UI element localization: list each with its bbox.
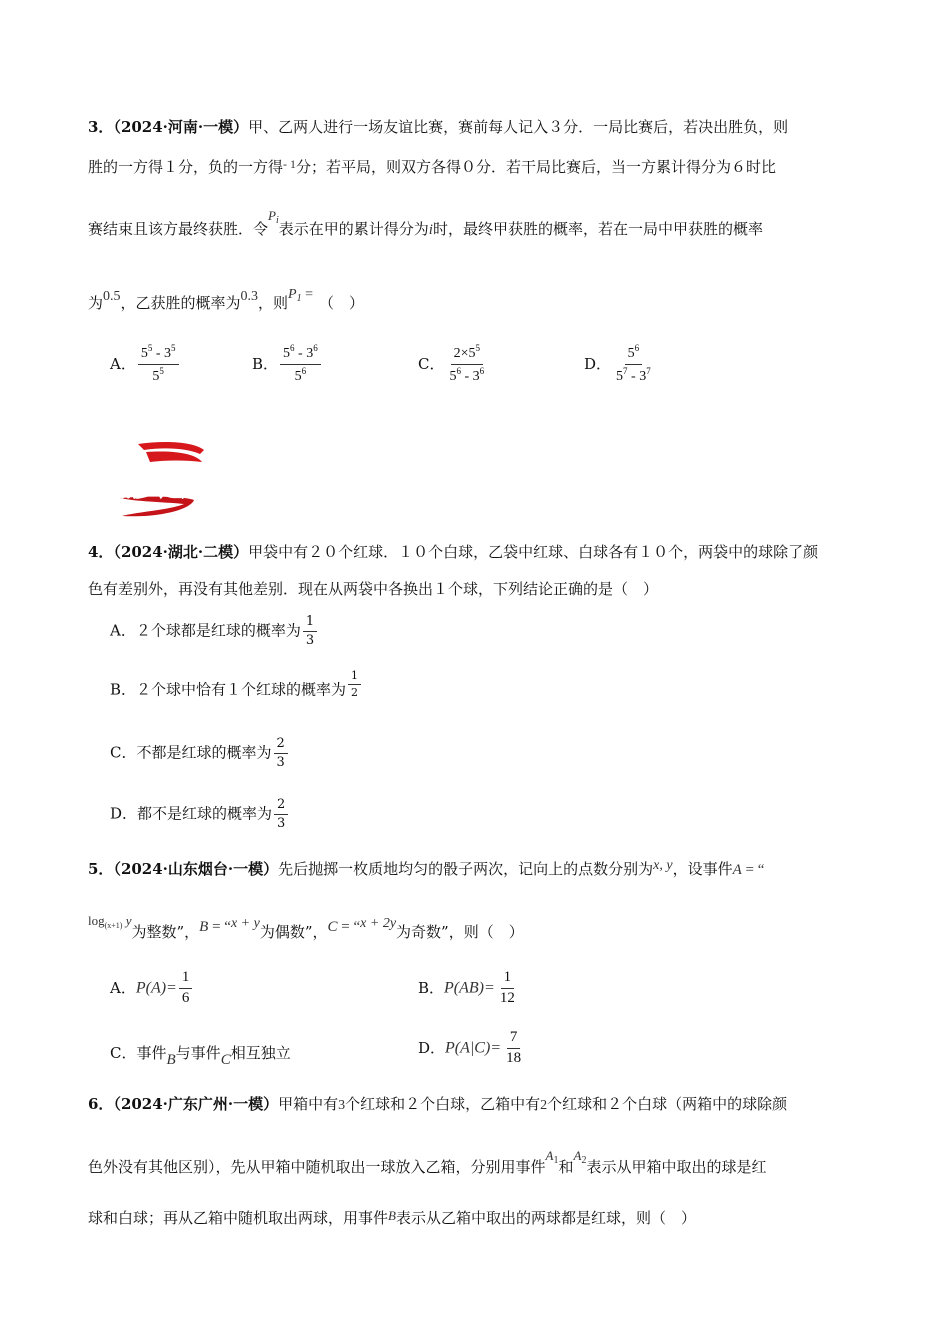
q3-line-4 <box>88 287 365 314</box>
q3-p03: 0.3 <box>240 289 259 304</box>
q3-number: 3． <box>88 118 114 136</box>
q6-three: 3 <box>338 1098 346 1113</box>
q6-source: （2024·广东广州·一模） <box>113 1095 279 1113</box>
q6-number: 6． <box>88 1095 114 1113</box>
q5-x-plus-2y: x + 2y <box>360 916 397 931</box>
q5-text-2b: 为偶数”， <box>259 923 328 941</box>
q3-i: i <box>428 222 433 238</box>
q5-option-c[interactable]: C．事件B与事件C相互独立 <box>110 1044 291 1068</box>
q5-option-b[interactable]: B．P(AB)= $\frac{1}{12}$ <box>418 970 520 1007</box>
q5-xy: x, y <box>653 858 673 873</box>
q4-option-a[interactable]: A．２个球都是红球的概率为 $\frac{1}{3}$ <box>110 615 319 647</box>
q3-text-3c: 时，最终甲获胜的概率，若在一局中甲获胜的概率 <box>432 220 763 238</box>
q4-text-2: 色有差别外，再没有其他差别．现在从两袋中各换出１个球，下列结论正确的是（ ） <box>88 580 659 598</box>
q4-option-c[interactable]: C．不都是红球的概率为 $\frac{2}{3}$ <box>110 737 290 769</box>
q5-option-b-frac: $\frac{1}{12}$ <box>499 969 515 1006</box>
q5-source: （2024·山东烟台·一模） <box>113 860 279 878</box>
q3-text-3b: 表示在甲的累计得分为 <box>278 220 429 238</box>
q5-option-a[interactable]: A．P(A)= $\frac{1}{6}$ <box>110 970 194 1007</box>
q6-line-1 <box>88 1097 787 1113</box>
q3-option-b-frac: $\frac{5^6 - 3^6}{5^6}$ <box>280 344 321 384</box>
q3-text-2b: 分；若平局，则双方各得０分．若干局比赛后，当一方累计得分为６时比 <box>296 158 777 176</box>
q6-text-1b: 个红球和２个白球，乙箱中有 <box>345 1095 541 1113</box>
q5-x-plus-y: x + y <box>230 916 260 931</box>
q3-pi: $P_i$ <box>268 208 279 226</box>
q6-two: 2 <box>540 1098 548 1113</box>
q4-source: （2024·湖北·二模） <box>113 543 249 561</box>
q5-option-d[interactable]: D．P(A|C)= $\frac{7}{18}$ <box>418 1030 526 1067</box>
q6-a2: $A_2$ <box>573 1148 587 1166</box>
q6-text-1c: 个红球和２个白球（两箱中的球除颜 <box>547 1095 788 1113</box>
q5-line-1: 5．（2024·山东烟台·一模）先后抛掷一枚质地均匀的骰子两次，记向上的点数分别为x, y，设事件A = “ <box>88 858 765 878</box>
q5-option-d-frac: $\frac{7}{18}$ <box>506 1029 522 1066</box>
q3-text-4a: 为 <box>88 294 104 312</box>
q3-line-2 <box>88 158 776 175</box>
q5-log: $\log_{(x+1)} y$ <box>88 913 132 930</box>
q3-option-d[interactable]: D． $\frac{5^6}{5^7 - 3^7}$ <box>584 344 656 384</box>
q3-option-c[interactable]: C． $\frac{2\times 5^5}{5^6 - 3^6}$ <box>418 344 489 384</box>
q4-number: 4． <box>88 543 114 561</box>
q4-option-c-frac: $\frac{2}{3}$ <box>274 737 288 769</box>
q4-option-a-frac: $\frac{1}{3}$ <box>303 615 317 647</box>
q5-text-1b: ，设事件 <box>672 860 733 878</box>
banner-text: 热点多选题 <box>90 474 205 502</box>
q3-blank: （ ） <box>319 294 365 312</box>
q3-text-4c: ，则 <box>258 294 289 312</box>
q4-line-2 <box>88 582 658 597</box>
q5-event-c: C <box>327 919 338 935</box>
q5-option-c-b: B <box>166 1052 176 1068</box>
q5-text-1a: 先后抛掷一枚质地均匀的骰子两次，记向上的点数分别为 <box>278 860 654 878</box>
q6-line-3 <box>88 1208 696 1227</box>
q6-and: 和 <box>558 1158 574 1176</box>
q3-option-c-frac: $\frac{2\times 5^5}{5^6 - 3^6}$ <box>449 343 485 384</box>
q3-neg-one: - 1 <box>283 157 297 171</box>
q6-text-3a: 球和白球；再从乙箱中随机取出两球，用事件 <box>88 1209 389 1227</box>
q3-line-3 <box>88 208 763 240</box>
q4-option-d[interactable]: D．都不是红球的概率为 $\frac{2}{3}$ <box>110 798 290 830</box>
q4-option-b[interactable]: B．２个球中恰有１个红球的概率为 $\frac{1}{2}$ <box>110 676 363 704</box>
q3-text-2a: 胜的一方得１分，负的一方得 <box>88 158 284 176</box>
q3-option-a-frac: $\frac{5^5 - 3^5}{5^5}$ <box>138 344 179 384</box>
q6-line-2 <box>88 1148 767 1178</box>
q5-number: 5． <box>88 860 114 878</box>
q6-text-2a: 色外没有其他区别），先从甲箱中随机取出一球放入乙箱，分别用事件 <box>88 1158 546 1176</box>
q5-line-2: $\log_{(x+1)} y$为整数”，B = “x + y为偶数”，C = “x + 2y为奇数”，则（ ） <box>88 913 524 941</box>
q3-option-b[interactable]: B． $\frac{5^6 - 3^6}{5^6}$ <box>252 344 323 384</box>
q6-text-3b: 表示从乙箱中取出的两球都是红球，则（ ） <box>395 1209 696 1227</box>
q3-source: （2024·河南·一模） <box>113 118 249 136</box>
q4-line-1 <box>88 545 818 560</box>
q3-text-4b: ，乙获胜的概率为 <box>120 294 241 312</box>
q3-text-1: 甲、乙两人进行一场友谊比赛，赛前每人记入３分．一局比赛后，若决出胜负，则 <box>248 118 789 136</box>
q6-text-2b: 表示从甲箱中取出的球是红 <box>586 1158 767 1176</box>
q5-event-b: B <box>199 919 209 935</box>
q3-line-1 <box>88 120 788 135</box>
q4-option-b-frac: $\frac{1}{2}$ <box>348 670 361 698</box>
hot-multi-choice-banner <box>86 438 236 520</box>
q3-p05: 0.5 <box>103 289 121 304</box>
q4-option-d-frac: $\frac{2}{3}$ <box>274 798 288 830</box>
q6-text-1a: 甲箱中有 <box>278 1095 339 1113</box>
q6-event-b: B <box>388 1208 396 1223</box>
q3-p1: $P_1$ = <box>288 287 314 304</box>
q5-event-a: A <box>732 862 742 878</box>
q6-a1: $A_1$ <box>545 1148 559 1166</box>
q5-option-a-frac: $\frac{1}{6}$ <box>179 970 193 1007</box>
q4-text-1: 甲袋中有２０个红球．１０个白球，乙袋中红球、白球各有１０个，两袋中的球除了颜 <box>248 543 819 561</box>
q5-text-2a: 为整数”， <box>131 923 200 941</box>
q3-text-3a: 赛结束且该方最终获胜．令 <box>88 220 269 238</box>
q3-option-a[interactable]: A． $\frac{5^5 - 3^5}{5^5}$ <box>110 344 181 384</box>
q3-option-d-frac: $\frac{5^6}{5^7 - 3^7}$ <box>616 343 651 384</box>
q5-text-2c: 为奇数”，则（ ） <box>396 923 524 941</box>
q5-option-c-c: C <box>220 1052 231 1068</box>
